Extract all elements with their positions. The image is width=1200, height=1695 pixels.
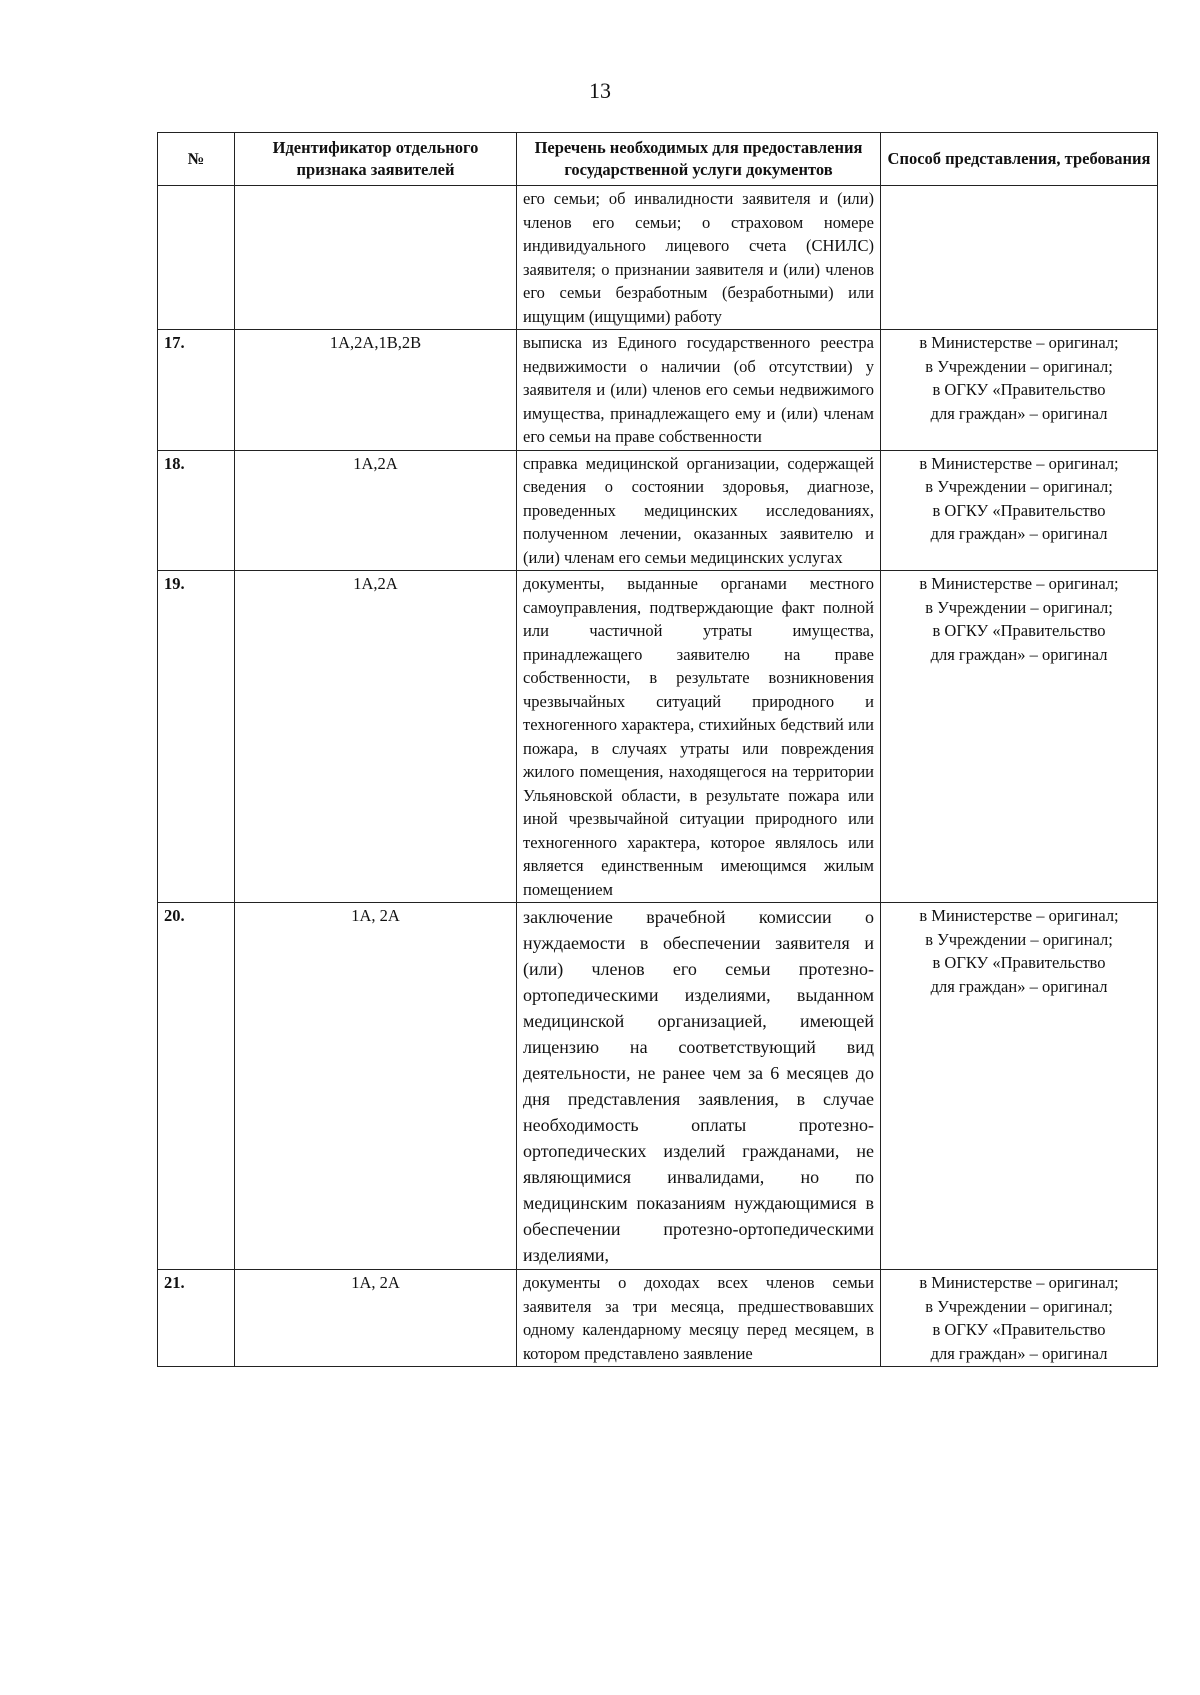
page-number: 13 xyxy=(589,78,611,103)
cell-number xyxy=(158,186,235,330)
method-line: для граждан» – оригинал xyxy=(930,1343,1108,1363)
method-line: в ОГКУ «Правительство xyxy=(932,500,1106,520)
method-line: для граждан» – оригинал xyxy=(930,403,1108,423)
method-line: в Учреждении – оригинал; xyxy=(925,356,1113,376)
cell-method xyxy=(881,330,1158,451)
table-row xyxy=(158,571,1158,903)
method-line: в Министерстве – оригинал; xyxy=(919,333,1119,352)
documents-table xyxy=(157,132,1158,1367)
cell-identifier: 1А,2А xyxy=(235,450,517,571)
cell-number: 18. xyxy=(158,450,235,571)
cell-document-continuation: его семьи; об инвалидности заявителя и (или) членов его семьи; о страховом номере индивидуального лицевого счета (СНИЛС) заявителя; о признании заявителя и (или) членов его семьи безработным (безработными) или ищущим (ищущими) работу xyxy=(517,186,881,330)
header-method: Способ представления, требования xyxy=(881,133,1158,186)
cell-identifier: 1А,2А xyxy=(235,571,517,903)
method-line: в Учреждении – оригинал; xyxy=(925,477,1113,496)
cell-method xyxy=(881,1270,1158,1367)
method-line: для граждан» – оригинал xyxy=(930,524,1108,543)
method-line: в Министерстве – оригинал; xyxy=(919,906,1119,925)
table-row xyxy=(158,330,1158,451)
method-line: в Министерстве – оригинал; xyxy=(919,1273,1119,1292)
method-line: для граждан» – оригинал xyxy=(930,644,1108,664)
cell-document: документы, выданные органами местного самоуправления, подтверждающие факт полной или частичной утраты имущества, принадлежащего заявителю на праве собственности, в результате возникновения чрезвычайных ситуаций природного и техногенного характера, стихийных бедствий или пожара, в случаях утраты или повреждения жилого помещения, находящегося на территории Ульяновской области, в результате пожара или иной чрезвычайной ситуации природного или техногенного характера, которое являлось или является единственным имеющимся жилым помещением xyxy=(517,571,881,903)
cell-identifier xyxy=(235,186,517,330)
method-line: в Учреждении – оригинал; xyxy=(925,597,1113,617)
table-row xyxy=(158,1270,1158,1367)
header-number: № xyxy=(158,133,235,186)
cell-number: 21. xyxy=(158,1270,235,1367)
method-line: в ОГКУ «Правительство xyxy=(932,953,1106,972)
cell-method xyxy=(881,450,1158,571)
method-line: для граждан» – оригинал xyxy=(930,976,1108,996)
cell-identifier: 1А,2А,1В,2В xyxy=(235,330,517,451)
method-line: в ОГКУ «Правительство xyxy=(932,621,1106,640)
method-line: в Министерстве – оригинал; xyxy=(919,453,1119,473)
cell-method xyxy=(881,903,1158,1270)
header-documents: Перечень необходимых для предоставления государственной услуги документов xyxy=(517,133,881,186)
table-row-continuation xyxy=(158,186,1158,330)
cell-document: справка медицинской организации, содержащей сведения о состоянии здоровья, диагнозе, проведенных медицинских исследованиях, полученном лечении, оказанных заявителю и (или) членам его семьи медицинских услугах xyxy=(517,450,881,571)
cell-identifier: 1А, 2А xyxy=(235,1270,517,1367)
cell-document: заключение врачебной комиссии о нуждаемости в обеспечении заявителя и (или) членов его семьи протезно-ортопедическими изделиями, выданном медицинской организацией, имеющей лицензию на соответствующий вид деятельности, не ранее чем за 6 месяцев до дня представления заявления, в случае необходимость оплаты протезно-ортопедических изделий гражданами, не являющимися инвалидами, но по медицинским показаниям нуждающимися в обеспечении протезно-ортопедическими изделиями, xyxy=(517,903,881,1270)
method-line: в Учреждении – оригинал; xyxy=(925,929,1113,949)
cell-number: 20. xyxy=(158,903,235,1270)
method-line: в Министерстве – оригинал; xyxy=(919,574,1119,593)
cell-identifier: 1А, 2А xyxy=(235,903,517,1270)
cell-number: 17. xyxy=(158,330,235,451)
cell-method xyxy=(881,186,1158,330)
table-row xyxy=(158,450,1158,571)
method-line: в ОГКУ «Правительство xyxy=(932,380,1106,399)
method-line: в Учреждении – оригинал; xyxy=(925,1296,1113,1316)
method-line: в ОГКУ «Правительство xyxy=(932,1320,1106,1339)
cell-method xyxy=(881,571,1158,903)
cell-document: документы о доходах всех членов семьи заявителя за три месяца, предшествовавших одному календарному месяцу перед месяцем, в котором представлено заявление xyxy=(517,1270,881,1367)
table-row xyxy=(158,903,1158,1270)
cell-number: 19. xyxy=(158,571,235,903)
table-header-row xyxy=(158,133,1158,186)
header-identifier: Идентификатор отдельного признака заявителей xyxy=(235,133,517,186)
cell-document: выписка из Единого государственного реестра недвижимости о наличии (об отсутствии) у заявителя и (или) членов его семьи недвижимого имущества, принадлежащего ему и (или) членам его семьи на праве собственности xyxy=(517,330,881,451)
